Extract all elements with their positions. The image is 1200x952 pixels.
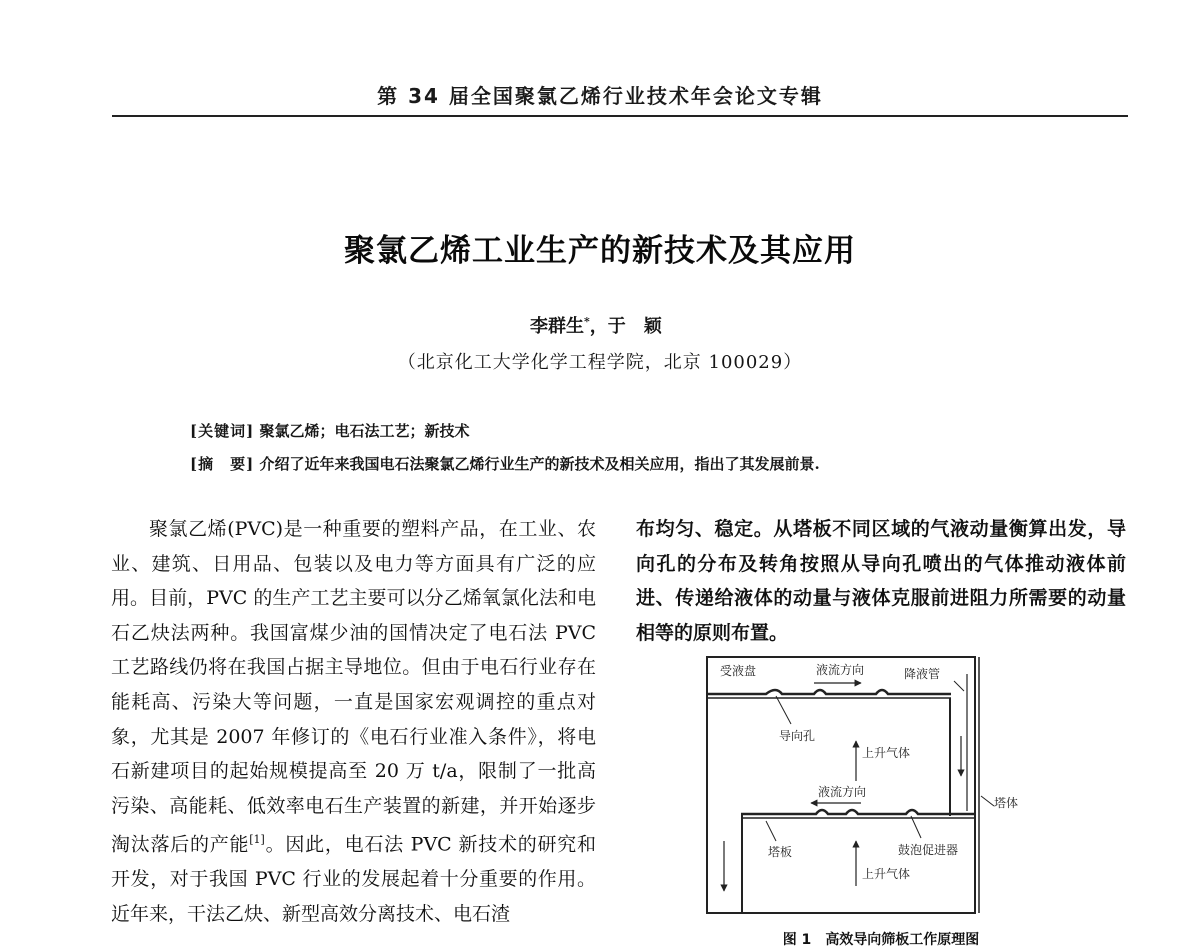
label-plate: 塔板: [768, 845, 793, 859]
keywords-label: [关键词]: [190, 422, 255, 440]
upper-tray-plate: [707, 690, 951, 694]
label-receiving-pan: 受液盘: [720, 664, 757, 678]
author-first: 李群生: [530, 316, 584, 337]
label-bubble-promoter: 鼓泡促进器: [898, 843, 959, 857]
corresponding-mark: *: [584, 315, 590, 328]
label-downcomer: 降液管: [904, 667, 941, 681]
body-column-left: [111, 512, 596, 931]
citation-ref: [1]: [249, 833, 265, 847]
body-paragraph: 布均匀、稳定。从塔板不同区域的气液动量衡算出发，导向孔的分布及转角按照从导向孔喷出的气体推动液体前进、传递给液体的动量与液体克服前进阻力所需要的动量相等的原则布置。: [636, 518, 1126, 644]
abstract-text: 介绍了近年来我国电石法聚氯乙烯行业生产的新技术及相关应用，指出了其发展前景.: [259, 455, 820, 473]
label-flow-top: 液流方向: [816, 663, 865, 677]
header-rule: [112, 115, 1128, 117]
label-gas-up-2: 上升气体: [862, 867, 911, 881]
tray-diagram: [706, 656, 1019, 918]
label-flow-mid: 液流方向: [818, 785, 867, 799]
keywords-text: 聚氯乙烯；电石法工艺；新技术: [259, 422, 470, 440]
label-gas-up-1: 上升气体: [862, 746, 911, 760]
label-guide-hole: 导向孔: [779, 729, 816, 743]
abstract-label: [摘 要]: [190, 455, 255, 473]
author-rest: ，于 颖: [589, 316, 662, 337]
body-column-right: [636, 512, 1126, 650]
label-shell: 塔体: [994, 796, 1019, 810]
running-header: 第 34 届全国聚氯乙烯行业技术年会论文专辑: [377, 84, 823, 108]
affiliation: （北京化工大学化学工程学院，北京 100029）: [397, 352, 803, 373]
abstract: [190, 453, 820, 474]
authors: [530, 312, 662, 338]
body-text-cont: 。因此，电石法 PVC 新技术的研究和开发，对于我国 PVC 行业的发展起着十分重要的作用。近年来，干法乙炔、新型高效分离技术、电石渣: [111, 833, 596, 925]
paper-title: 聚氯乙烯工业生产的新技术及其应用: [344, 233, 856, 269]
figure-number: 图 1: [782, 932, 812, 948]
body-paragraph: [111, 512, 596, 931]
figure-caption: [636, 929, 1126, 949]
figure-caption-text: 高效导向筛板工作原理图: [825, 932, 980, 948]
body-text: 聚氯乙烯(PVC)是一种重要的塑料产品，在工业、农业、建筑、日用品、包装以及电力等方面具有广泛的应用。目前，PVC 的生产工艺主要可以分乙烯氧氯化法和电石乙炔法两种。我国富煤少油的国情决定了电石法 PVC 工艺路线仍将在我国占据主导地位。但由于电石行业存在能耗高、污染大等问题，一直是国家宏观调控的重点对象，尤其是 2007 年修订的《电石行业准入条件》，将电石新建项目的起始规模提高至 20 万 t/a，限制了一批高污染、高能耗、低效率电石生产装置的新建，并开始逐步淘汰落后的产能: [111, 518, 596, 856]
lower-tray-plate: [741, 810, 974, 814]
keywords: [190, 420, 469, 441]
